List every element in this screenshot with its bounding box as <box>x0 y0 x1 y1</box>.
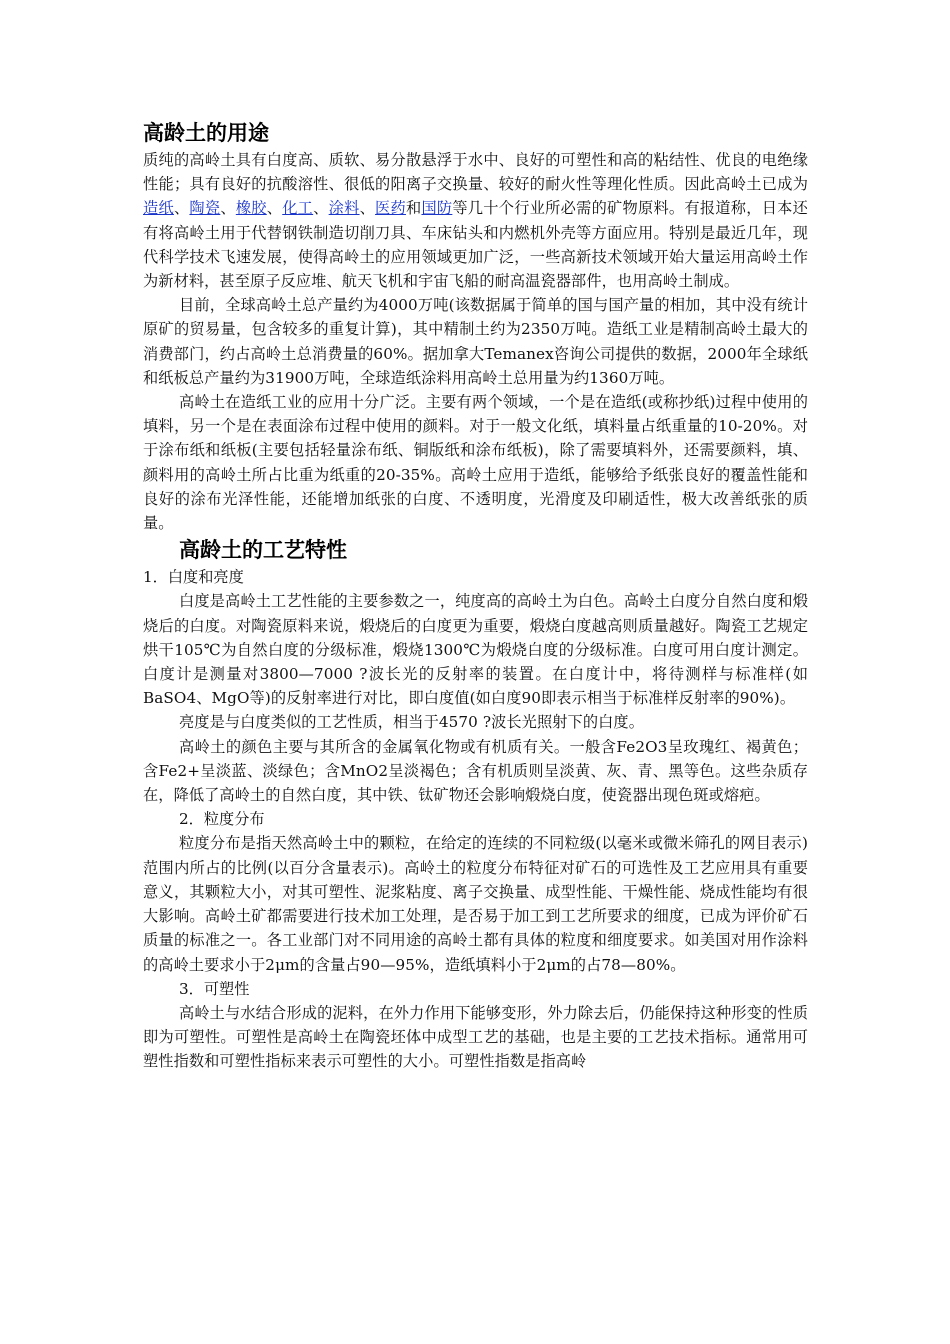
separator: 、 <box>173 199 190 218</box>
paragraph-whiteness: 白度是高岭土工艺性能的主要参数之一，纯度高的高岭土为白色。高岭土白度分自然白度和煅烧后的白度。对陶瓷原料来说，煅烧后的白度更为重要，煅烧白度越高则质量越好。陶瓷工艺规定烘干105℃为自然白度的分级标准，煅烧1300℃为煅烧白度的分级标准。白度可用白度计测定。白度计是测量对3800—7000 ?波长光的反射率的装置。在白度计中，将待测样与标准样(如BaSO4、MgO等)的反射率进行对比，即白度值(如白度90即表示相当于标准样反射率的90%)。 <box>143 592 808 708</box>
link-papermaking[interactable]: 造纸 <box>143 199 174 218</box>
paragraph-color: 高岭土的颜色主要与其所含的金属氧化物或有机质有关。一般含Fe2O3呈玫瑰红、褐黄色；含Fe2+呈淡蓝、淡绿色；含MnO2呈淡褐色；含有机质则呈淡黄、灰、青、黑等色。这些杂质存在，降低了高岭土的自然白度，其中铁、钛矿物还会影响煅烧白度，使瓷器出现色斑或熔疤。 <box>143 737 808 805</box>
intro-text-start: 质纯的高岭土具有白度高、质软、易分散悬浮于水中、良好的可塑性和高的粘结性、优良的电绝缘性能；具有良好的抗酸溶性、很低的阳离子交换量、较好的耐火性等理化性质。因此高岭土已成为 <box>143 151 808 194</box>
section-title-uses: 高龄土的用途 <box>143 121 269 145</box>
document-page <box>143 118 808 1074</box>
separator: 、 <box>359 199 376 218</box>
link-defense[interactable]: 国防 <box>421 199 453 218</box>
link-coatings[interactable]: 涂料 <box>328 199 360 218</box>
link-medicine[interactable]: 医药 <box>375 199 406 218</box>
intro-text-end: 等几十个行业所必需的矿物原料。有报道称，日本还有将高岭土用于代替钢铁制造切削刀具、车床钻头和内燃机外壳等方面应用。特别是最近几年，现代科学技术飞速发展，使得高岭土的应用领域更加广泛，一些高新技术领域开始大量运用高岭土作为新材料，甚至原子反应堆、航天飞机和宇宙飞船的耐高温瓷器部件，也用高岭土制成。 <box>143 199 808 291</box>
subheading-whiteness: 1．白度和亮度 <box>143 568 244 587</box>
link-chemical[interactable]: 化工 <box>282 199 314 218</box>
section-title-properties: 高龄土的工艺特性 <box>179 538 347 563</box>
paragraph-plasticity: 高岭土与水结合形成的泥料，在外力作用下能够变形，外力除去后，仍能保持这种形变的性质即为可塑性。可塑性是高岭土在陶瓷坯体中成型工艺的基础，也是主要的工艺技术指标。通常用可塑性指数和可塑性指标来表示可塑性的大小。可塑性指数是指高岭 <box>143 1003 808 1071</box>
link-rubber[interactable]: 橡胶 <box>235 199 267 218</box>
paragraph-particle-size: 粒度分布是指天然高岭土中的颗粒，在给定的连续的不同粒级(以毫米或微米筛孔的网目表示)范围内所占的比例(以百分含量表示)。高岭土的粒度分布特征对矿石的可选性及工艺应用具有重要意义，其颗粒大小，对其可塑性、泥浆粘度、离子交换量、成型性能、干燥性能、烧成性能均有很大影响。高岭土矿都需要进行技术加工处理，是否易于加工到工艺所要求的细度，已成为评价矿石质量的标准之一。各工业部门对不同用途的高岭土都有具体的粒度和细度要求。如美国对用作涂料的高岭土要求小于2μm的含量占90—95%，造纸填料小于2μm的占78—80%。 <box>143 834 808 974</box>
link-ceramics[interactable]: 陶瓷 <box>189 199 221 218</box>
separator: 、 <box>266 199 283 218</box>
paragraph-production: 目前，全球高岭土总产量约为4000万吨(该数据属于简单的国与国产量的相加，其中没有统计原矿的贸易量，包含较多的重复计算)，其中精制土约为2350万吨。造纸工业是精制高岭土最大的消费部门，约占高岭土总消费量的60%。据加拿大Temanex咨询公司提供的数据，2000年全球纸和纸板总产量约为31900万吨，全球造纸涂料用高岭土总用量为约1360万吨。 <box>143 296 808 387</box>
paragraph-uses-intro <box>143 148 808 293</box>
separator: 、 <box>220 199 236 218</box>
paragraph-brightness: 亮度是与白度类似的工艺性质，相当于4570 ?波长光照射下的白度。 <box>179 713 644 732</box>
conjunction: 和 <box>405 199 422 218</box>
separator: 、 <box>313 199 329 218</box>
subheading-particle-size: 2．粒度分布 <box>179 810 265 829</box>
paragraph-paper-industry: 高岭土在造纸工业的应用十分广泛。主要有两个领域，一个是在造纸(或称抄纸)过程中使用的填料，另一个是在表面涂布过程中使用的颜料。对于一般文化纸，填料量占纸重量的10-20%。对于涂布纸和纸板(主要包括轻量涂布纸、铜版纸和涂布纸板)，除了需要填料外，还需要颜料，填、颜料用的高岭土所占比重为纸重的20-35%。高岭土应用于造纸，能够给予纸张良好的覆盖性能和良好的涂布光泽性能，还能增加纸张的白度、不透明度，光滑度及印刷适性，极大改善纸张的质量。 <box>143 393 808 533</box>
subheading-plasticity: 3．可塑性 <box>179 979 250 998</box>
